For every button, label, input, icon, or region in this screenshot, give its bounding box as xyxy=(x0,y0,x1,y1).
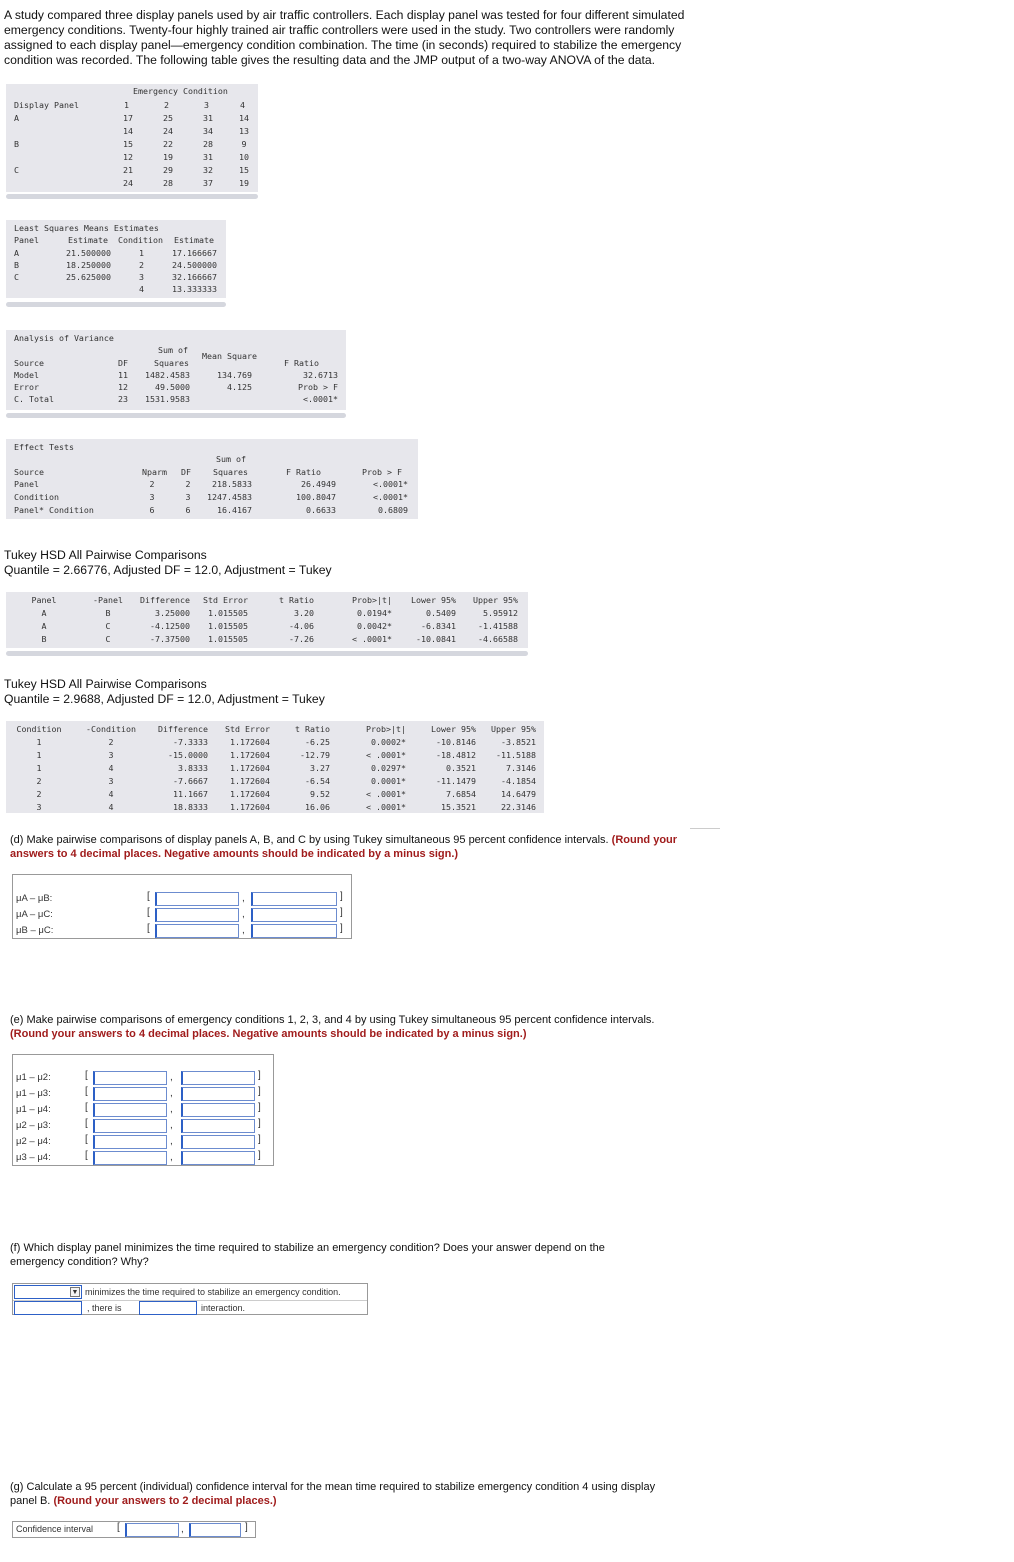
tukey-cell: 0.0042* xyxy=(357,621,392,631)
close-bracket: ] xyxy=(340,923,343,934)
interval-label: μA – μC: xyxy=(16,909,53,920)
tukey-cell: C xyxy=(105,634,111,644)
tukey-cell: -3.8521 xyxy=(501,737,536,747)
effects-cell: <.0001* xyxy=(373,479,408,489)
interval-label: μ1 – μ4: xyxy=(16,1104,51,1115)
tukey-cell: 0.0194* xyxy=(357,608,392,618)
effects-cell: 2 xyxy=(149,479,155,489)
comma: , xyxy=(242,925,245,936)
effects-cell: 3 xyxy=(185,492,191,502)
data-cell: 19 xyxy=(163,152,173,162)
close-bracket: ] xyxy=(340,891,343,902)
anova-cell: Error xyxy=(14,382,39,392)
lower-bound-input[interactable] xyxy=(93,1087,167,1101)
tukey-cell: -4.66588 xyxy=(478,634,518,644)
tukey-cell: 0.0297* xyxy=(371,763,406,773)
lower-bound-input[interactable] xyxy=(155,908,239,922)
tukey-cell: -4.1854 xyxy=(501,776,536,786)
tukey-cell: < .0001* xyxy=(366,802,406,812)
part-g-instruction: (Round your answers to 2 decimal places.) xyxy=(53,1495,277,1507)
data-cell: 21 xyxy=(123,165,133,175)
column-header: 1 xyxy=(124,100,129,110)
tukey-cell: -6.54 xyxy=(305,776,330,786)
lsmeans-panel xyxy=(6,220,226,298)
close-bracket: ] xyxy=(258,1102,261,1113)
interval-label: μ1 – μ3: xyxy=(16,1088,51,1099)
data-cell: 19 xyxy=(239,178,249,188)
tukey-cell: 5.95912 xyxy=(483,608,518,618)
open-bracket: [ xyxy=(147,891,150,902)
column-header: 4 xyxy=(240,100,245,110)
tukey-cell: -7.3333 xyxy=(173,737,208,747)
effects-cell: 2 xyxy=(185,479,191,489)
interval-label: μ2 – μ3: xyxy=(16,1120,51,1131)
effects-cell: Condition xyxy=(14,492,59,502)
comma: , xyxy=(170,1072,173,1083)
lsmeans-condition: 3 xyxy=(139,272,144,282)
upper-bound-input[interactable] xyxy=(181,1135,255,1149)
data-cell: 15 xyxy=(239,165,249,175)
tukey-cell: 18.8333 xyxy=(173,802,208,812)
data-cell: 14 xyxy=(123,126,133,136)
comma: , xyxy=(181,1524,184,1535)
lsmeans-scrollbar[interactable] xyxy=(6,302,226,307)
anova-h-f: F Ratio xyxy=(284,358,319,368)
effects-cell: <.0001* xyxy=(373,492,408,502)
effects-cell: 3 xyxy=(149,492,155,502)
chevron-down-icon[interactable]: ▼ xyxy=(71,1289,79,1296)
anova-cell: 11 xyxy=(118,370,128,380)
tukey-cell: -10.0841 xyxy=(416,634,456,644)
upper-bound-input[interactable] xyxy=(181,1119,255,1133)
anova-cell: 32.6713 xyxy=(303,370,338,380)
effects-h-f: F Ratio xyxy=(286,467,321,477)
tukey-cell: 3 xyxy=(108,750,114,760)
effects-cell: 1247.4583 xyxy=(207,492,252,502)
tukey-cell: B xyxy=(41,634,47,644)
part-f-sentence2-prefix: , there is xyxy=(87,1303,122,1313)
tukey-condition-table xyxy=(6,721,544,813)
anova-cell: 12 xyxy=(118,382,128,392)
effects-cell: Panel* Condition xyxy=(14,505,94,515)
tukey-cell: -6.8341 xyxy=(421,621,456,631)
tukey-cell: 0.0002* xyxy=(371,737,406,747)
tukey-cell: 2 xyxy=(36,789,42,799)
part-d-answer-table xyxy=(12,874,352,939)
tukey-cell: -7.26 xyxy=(289,634,314,644)
open-bracket: [ xyxy=(85,1150,88,1161)
tukey-panel-subtitle: Quantile = 2.66776, Adjusted DF = 12.0, Adjustment = Tukey xyxy=(4,563,332,577)
comma: , xyxy=(170,1120,173,1131)
data-cell: 37 xyxy=(203,178,213,188)
tukey-cell: -15.0000 xyxy=(168,750,208,760)
tukey-cell: 1.172604 xyxy=(230,750,270,760)
part-g-label: Confidence interval xyxy=(16,1524,94,1534)
tukey-cell: -18.4812 xyxy=(436,750,476,760)
tukey-cell: 1.015505 xyxy=(208,634,248,644)
effects-cell: 0.6633 xyxy=(306,505,336,515)
tukey-header: Upper 95% xyxy=(491,724,536,734)
tukey-condition-title: Tukey HSD All Pairwise Comparisons xyxy=(4,677,207,691)
tukey-cell: 0.3521 xyxy=(446,763,476,773)
tukey-panel-title: Tukey HSD All Pairwise Comparisons xyxy=(4,548,207,562)
lsmeans-h-condition: Condition xyxy=(118,235,163,245)
comma: , xyxy=(170,1136,173,1147)
tukey-header: Panel xyxy=(31,595,57,605)
data-cell: 15 xyxy=(123,139,133,149)
data-cell: 24 xyxy=(163,126,173,136)
upper-bound-input[interactable] xyxy=(181,1151,255,1165)
tukey-cell: 0.0001* xyxy=(371,776,406,786)
tukey-header: -Condition xyxy=(86,724,136,734)
effects-cell: 26.4949 xyxy=(301,479,336,489)
upper-bound-input[interactable] xyxy=(181,1103,255,1117)
tukey-cell: 1 xyxy=(36,750,42,760)
divider xyxy=(690,828,720,829)
lower-bound-input[interactable] xyxy=(93,1103,167,1117)
anova-cell: 1482.4583 xyxy=(145,370,190,380)
data-cell: 25 xyxy=(163,113,173,123)
data-cell: 31 xyxy=(203,152,213,162)
anova-cell: C. Total xyxy=(14,394,54,404)
tukey-header: Upper 95% xyxy=(473,595,518,605)
lsmeans-condition-estimate: 13.333333 xyxy=(172,284,217,294)
data-cell: 28 xyxy=(163,178,173,188)
column-header: 3 xyxy=(204,100,209,110)
interval-label: μA – μB: xyxy=(16,893,53,904)
tukey-cell: 3.25000 xyxy=(155,608,190,618)
close-bracket: ] xyxy=(258,1086,261,1097)
tukey-cell: -12.79 xyxy=(300,750,330,760)
lsmeans-panel: A xyxy=(14,248,19,258)
intro-paragraph: A study compared three display panels used by air traffic controllers. Each display panel was tested for four different simulated emergency conditions. Twenty-four highly trained air traffic controllers were used in the study. Two controllers were randomly assigned to each display panel—emergency condition combination. The time (in seconds) required to stabilize the emergency condition was recorded. The following table gives the resulting data and the JMP output of a two-way ANOVA of the data. xyxy=(4,8,685,67)
lsmeans-condition-estimate: 24.500000 xyxy=(172,260,217,270)
tukey-header: Difference xyxy=(158,724,208,734)
part-d-text: (d) Make pairwise comparisons of display panels A, B, and C by using Tukey simultaneous 95 percent confidence intervals. xyxy=(10,834,609,846)
effects-h-ss1: Sum of xyxy=(216,454,246,464)
tukey-cell: C xyxy=(105,621,111,631)
open-bracket: [ xyxy=(85,1086,88,1097)
lsmeans-h-estimate2: Estimate xyxy=(174,235,214,245)
data-cell: 10 xyxy=(239,152,249,162)
tukey-header: t Ratio xyxy=(295,724,330,734)
tukey-cell: 9.52 xyxy=(310,789,330,799)
effects-cell: Panel xyxy=(14,479,39,489)
tukey-cell: 1.172604 xyxy=(230,776,270,786)
tukey-cell: 22.3146 xyxy=(501,802,536,812)
lsmeans-panel-estimate: 21.500000 xyxy=(66,248,111,258)
part-g-question xyxy=(10,1480,670,1508)
lsmeans-title: Least Squares Means Estimates xyxy=(14,223,159,233)
lsmeans-h-panel: Panel xyxy=(14,235,39,245)
anova-h-df: DF xyxy=(118,358,128,368)
anova-h-source: Source xyxy=(14,358,44,368)
anova-cell: Model xyxy=(14,370,39,380)
close-bracket: ] xyxy=(245,1522,248,1533)
lower-bound-input[interactable] xyxy=(93,1071,167,1085)
tukey-header: t Ratio xyxy=(279,595,314,605)
anova-panel xyxy=(6,330,346,410)
tukey-cell: 2 xyxy=(108,737,114,747)
anova-h-ss1: Sum of xyxy=(158,345,188,355)
upper-bound-input[interactable] xyxy=(181,1087,255,1101)
lower-bound-input[interactable] xyxy=(93,1119,167,1133)
tukey-panel-scrollbar[interactable] xyxy=(6,651,528,656)
tukey-cell: -7.37500 xyxy=(150,634,190,644)
upper-bound-input[interactable] xyxy=(181,1071,255,1085)
close-bracket: ] xyxy=(258,1150,261,1161)
lsmeans-panel-estimate: 18.250000 xyxy=(66,260,111,270)
tukey-header: Difference xyxy=(140,595,190,605)
tukey-cell: -7.6667 xyxy=(173,776,208,786)
tukey-cell: 2 xyxy=(36,776,42,786)
anova-scrollbar[interactable] xyxy=(6,413,346,418)
close-bracket: ] xyxy=(258,1134,261,1145)
tukey-cell: 14.6479 xyxy=(501,789,536,799)
part-e-question xyxy=(10,1013,690,1041)
panel-label: A xyxy=(14,113,19,123)
data-cell: 28 xyxy=(203,139,213,149)
tukey-cell: 3 xyxy=(108,776,114,786)
lower-bound-input[interactable] xyxy=(155,892,239,906)
tukey-cell: 4 xyxy=(108,802,114,812)
tukey-cell: -4.12500 xyxy=(150,621,190,631)
depend-input[interactable] xyxy=(14,1301,82,1315)
interval-label: μB – μC: xyxy=(16,925,54,936)
tukey-cell: 3.8333 xyxy=(178,763,208,773)
tukey-cell: < .0001* xyxy=(366,789,406,799)
open-bracket: [ xyxy=(117,1522,120,1533)
interaction-input[interactable] xyxy=(139,1301,197,1315)
upper-bound-input[interactable] xyxy=(251,924,337,938)
anova-title: Analysis of Variance xyxy=(14,333,114,343)
tukey-cell: 1.015505 xyxy=(208,621,248,631)
effects-panel xyxy=(6,439,418,519)
comma: , xyxy=(170,1104,173,1115)
tukey-cell: 1.172604 xyxy=(230,737,270,747)
lsmeans-panel: B xyxy=(14,260,19,270)
open-bracket: [ xyxy=(147,907,150,918)
part-f-sentence1: minimizes the time required to stabilize an emergency condition. xyxy=(85,1287,341,1297)
tukey-cell: < .0001* xyxy=(366,750,406,760)
close-bracket: ] xyxy=(258,1070,261,1081)
ci-upper-input[interactable] xyxy=(189,1523,241,1537)
effects-cell: 6 xyxy=(185,505,191,515)
open-bracket: [ xyxy=(85,1070,88,1081)
tukey-cell: -11.5188 xyxy=(496,750,536,760)
effects-title: Effect Tests xyxy=(14,442,74,452)
part-f-answer-table xyxy=(12,1283,368,1315)
panel-label: C xyxy=(14,165,19,175)
lsmeans-condition-estimate: 17.166667 xyxy=(172,248,217,258)
tukey-cell: < .0001* xyxy=(352,634,392,644)
lsmeans-panel: C xyxy=(14,272,19,282)
lower-bound-input[interactable] xyxy=(93,1135,167,1149)
tukey-cell: 1.172604 xyxy=(230,763,270,773)
data-cell: 22 xyxy=(163,139,173,149)
tukey-cell: 1.015505 xyxy=(208,608,248,618)
tukey-header: Prob>|t| xyxy=(366,724,406,734)
data-cell: 13 xyxy=(239,126,249,136)
data-cell: 14 xyxy=(239,113,249,123)
panel-label: B xyxy=(14,139,19,149)
data-cell: 17 xyxy=(123,113,133,123)
tukey-cell: -4.06 xyxy=(289,621,314,631)
tukey-cell: A xyxy=(41,621,47,631)
anova-cell: 49.5000 xyxy=(155,382,190,392)
tukey-cell: 7.3146 xyxy=(506,763,536,773)
lsmeans-condition: 2 xyxy=(139,260,144,270)
anova-cell: <.0001* xyxy=(303,394,338,404)
tukey-cell: 7.6854 xyxy=(446,789,476,799)
tukey-cell: 15.3521 xyxy=(441,802,476,812)
part-g-answer-table xyxy=(12,1521,256,1538)
tukey-cell: -6.25 xyxy=(305,737,330,747)
effects-h-source: Source xyxy=(14,467,44,477)
tukey-header: Lower 95% xyxy=(411,595,456,605)
row-header: Display Panel xyxy=(14,100,79,110)
effects-h-nparm: Nparm xyxy=(142,467,167,477)
lsmeans-panel-estimate: 25.625000 xyxy=(66,272,111,282)
tukey-cell: 1 xyxy=(36,763,42,773)
comma: , xyxy=(242,893,245,904)
lsmeans-condition: 1 xyxy=(139,248,144,258)
data-cell: 31 xyxy=(203,113,213,123)
open-bracket: [ xyxy=(85,1134,88,1145)
anova-cell: 134.769 xyxy=(217,370,252,380)
lower-bound-input[interactable] xyxy=(155,924,239,938)
data-cell: 34 xyxy=(203,126,213,136)
effects-h-ss2: Squares xyxy=(213,467,248,477)
interval-label: μ2 – μ4: xyxy=(16,1136,51,1147)
tukey-header: Condition xyxy=(16,724,62,734)
part-e-text: (e) Make pairwise comparisons of emergency conditions 1, 2, 3, and 4 by using Tukey simultaneous 95 percent confidence intervals. xyxy=(10,1014,655,1026)
tukey-panel-table xyxy=(6,592,528,648)
lsmeans-condition: 4 xyxy=(139,284,144,294)
effects-h-p: Prob > F xyxy=(362,467,402,477)
anova-cell: Prob > F xyxy=(298,382,338,392)
effects-cell: 16.4167 xyxy=(217,505,252,515)
open-bracket: [ xyxy=(85,1118,88,1129)
tukey-cell: B xyxy=(105,608,111,618)
effects-h-df: DF xyxy=(181,467,191,477)
tukey-cell: -11.1479 xyxy=(436,776,476,786)
tukey-cell: 1.172604 xyxy=(230,789,270,799)
effects-cell: 0.6809 xyxy=(378,505,408,515)
comma: , xyxy=(242,909,245,920)
effects-cell: 100.8047 xyxy=(296,492,336,502)
data-cell: 12 xyxy=(123,152,133,162)
tukey-header: Std Error xyxy=(225,724,270,734)
tukey-cell: -10.8146 xyxy=(436,737,476,747)
tukey-cell: 11.1667 xyxy=(173,789,208,799)
tukey-cell: -1.41588 xyxy=(478,621,518,631)
interval-label: μ1 – μ2: xyxy=(16,1072,51,1083)
lsmeans-h-estimate: Estimate xyxy=(68,235,108,245)
close-bracket: ] xyxy=(340,907,343,918)
tukey-cell: A xyxy=(41,608,47,618)
group-header: Emergency Condition xyxy=(133,86,228,96)
ci-lower-input[interactable] xyxy=(125,1523,179,1537)
part-d-question xyxy=(10,833,690,861)
lower-bound-input[interactable] xyxy=(93,1151,167,1165)
open-bracket: [ xyxy=(85,1102,88,1113)
comma: , xyxy=(170,1152,173,1163)
table-scrollbar[interactable] xyxy=(6,194,258,199)
comma: , xyxy=(170,1088,173,1099)
anova-cell: 4.125 xyxy=(227,382,252,392)
tukey-cell: 1.172604 xyxy=(230,802,270,812)
tukey-header: Std Error xyxy=(203,595,248,605)
data-cell: 29 xyxy=(163,165,173,175)
tukey-header: Prob>|t| xyxy=(352,595,392,605)
part-g-text: (g) Calculate a 95 percent (individual) confidence interval for the mean time required to stabilize emergency condition 4 using display panel B. xyxy=(10,1481,656,1507)
tukey-cell: 1 xyxy=(36,737,42,747)
part-e-answer-table xyxy=(12,1054,274,1166)
tukey-cell: 4 xyxy=(108,763,114,773)
anova-h-ms: Mean Square xyxy=(202,351,257,361)
tukey-cell: 4 xyxy=(108,789,114,799)
tukey-header: Lower 95% xyxy=(431,724,476,734)
tukey-cell: 3.20 xyxy=(294,608,314,618)
part-e-instruction: (Round your answers to 4 decimal places. Negative amounts should be indicated by a minus sign.) xyxy=(10,1028,527,1040)
part-f-question: (f) Which display panel minimizes the time required to stabilize an emergency condition? Does your answer depend on the emergency condition? Why? xyxy=(10,1242,605,1268)
upper-bound-input[interactable] xyxy=(251,908,337,922)
data-cell: 32 xyxy=(203,165,213,175)
upper-bound-input[interactable] xyxy=(251,892,337,906)
close-bracket: ] xyxy=(258,1118,261,1129)
panel-select[interactable] xyxy=(14,1285,82,1299)
lsmeans-condition-estimate: 32.166667 xyxy=(172,272,217,282)
tukey-cell: 16.06 xyxy=(305,802,330,812)
open-bracket: [ xyxy=(147,923,150,934)
data-table-panel xyxy=(6,84,258,192)
tukey-cell: 3 xyxy=(36,802,42,812)
column-header: 2 xyxy=(164,100,169,110)
tukey-header: -Panel xyxy=(93,595,123,605)
tukey-cell: 3.27 xyxy=(310,763,330,773)
anova-cell: 23 xyxy=(118,394,128,404)
anova-h-ss2: Squares xyxy=(154,358,189,368)
data-cell: 9 xyxy=(241,139,247,149)
anova-cell: 1531.9583 xyxy=(145,394,190,404)
part-d-instruction: (Round your answers to 4 decimal places. Negative amounts should be indicated by a minus sign.) xyxy=(10,834,678,860)
tukey-cell: 0.5409 xyxy=(426,608,456,618)
effects-cell: 218.5833 xyxy=(212,479,252,489)
part-f-sentence2-suffix: interaction. xyxy=(201,1303,246,1313)
interval-label: μ3 – μ4: xyxy=(16,1152,51,1163)
tukey-condition-subtitle: Quantile = 2.9688, Adjusted DF = 12.0, Adjustment = Tukey xyxy=(4,692,325,706)
effects-cell: 6 xyxy=(149,505,155,515)
data-cell: 24 xyxy=(123,178,133,188)
